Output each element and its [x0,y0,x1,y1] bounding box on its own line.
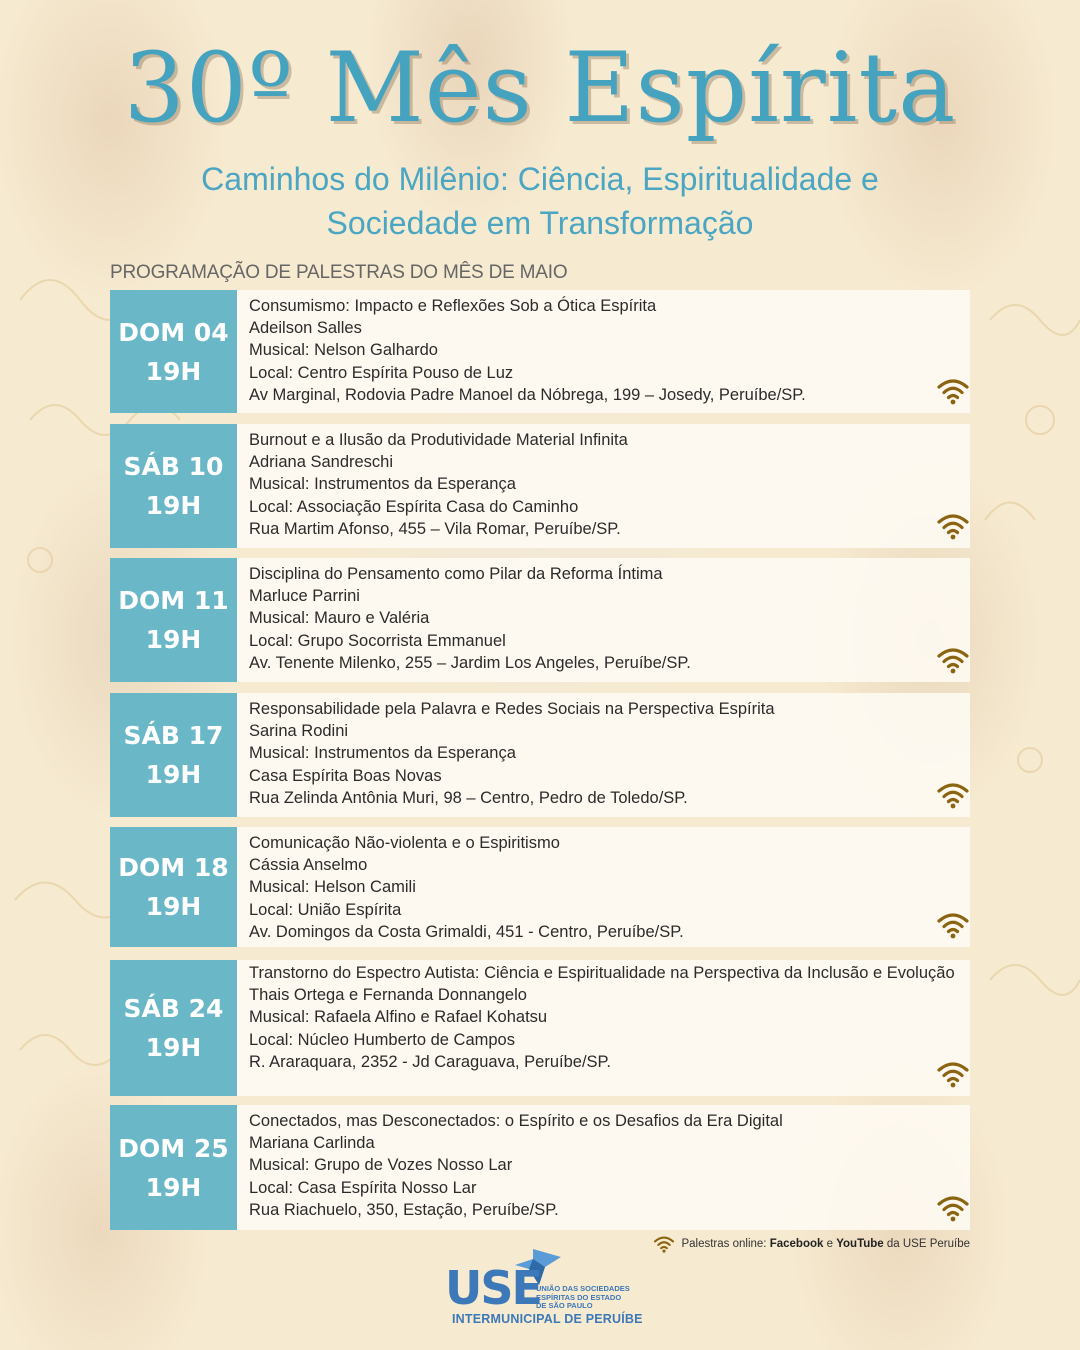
event-details [237,558,970,682]
subtitle-line-1: Caminhos do Milênio: Ciência, Espiritualidade e [201,161,879,197]
event-musical: Musical: Helson Camili [249,878,416,897]
event-day: DOM 25 [118,1133,229,1163]
event-card [110,960,970,1096]
event-date-box [110,1105,237,1230]
event-details [237,424,970,548]
event-address: R. Araraquara, 2352 - Jd Caraguava, Peruíbe/SP. [249,1052,612,1071]
event-venue: Local: Núcleo Humberto de Campos [249,1030,515,1049]
event-date-box [110,558,237,682]
event-card [110,558,970,682]
event-speaker: Adeilson Salles [249,319,362,338]
page-title: 30º Mês Espírita [123,32,957,144]
event-venue: Local: Grupo Socorrista Emmanuel [249,631,506,650]
event-day: DOM 18 [118,853,229,882]
event-day: SÁB 17 [123,721,224,750]
event-musical: Musical: Mauro e Valéria [249,609,430,628]
event-date-box [110,290,237,413]
event-card [110,424,970,548]
event-day: SÁB 24 [123,994,224,1023]
event-venue: Local: União Espírita [249,900,402,919]
event-venue: Local: Associação Espírita Casa do Caminho [249,497,579,516]
event-time: 19H [145,491,202,520]
event-speaker: Thais Ortega e Fernanda Donnangelo [249,986,527,1005]
event-day: SÁB 10 [123,452,224,481]
wifi-icon [936,512,970,540]
event-date-box [110,960,237,1096]
event-speaker: Cássia Anselmo [249,856,368,875]
event-details [237,960,970,1096]
event-details [237,290,970,413]
note-prefix: Palestras online: [681,1238,767,1250]
event-time: 19H [145,892,202,921]
event-details [237,693,970,817]
event-details [237,827,970,947]
event-speaker: Sarina Rodini [249,722,349,741]
section-heading: PROGRAMAÇÃO DE PALESTRAS DO MÊS DE MAIO [110,262,568,283]
event-address: Rua Martim Afonso, 455 – Vila Romar, Peruíbe/SP. [249,519,621,538]
wifi-icon [936,646,970,674]
event-address: Av Marginal, Rodovia Padre Manoel da Nóbrega, 199 – Josedy, Peruíbe/SP. [249,385,806,404]
event-venue: Local: Casa Espírita Nosso Lar [249,1178,477,1197]
wifi-icon [653,1235,675,1253]
wifi-icon [936,911,970,939]
wifi-icon [936,377,970,405]
event-day: DOM 11 [118,586,229,615]
event-time: 19H [145,356,202,386]
event-musical: Musical: Nelson Galhardo [249,341,438,360]
note-and: e [826,1238,833,1250]
event-time: 19H [145,760,202,789]
event-musical: Musical: Instrumentos da Esperança [249,475,516,494]
event-speaker: Marluce Parrini [249,587,360,606]
event-theme: Conectados, mas Desconectados: o Espírito e os Desafios da Era Digital [249,1112,783,1130]
event-card [110,827,970,947]
event-date-box [110,424,237,548]
logo-unit: INTERMUNICIPAL DE PERUÍBE [452,1312,643,1326]
note-suffix: da USE Peruíbe [886,1238,970,1250]
event-card [110,290,970,413]
event-address: Rua Zelinda Antônia Muri, 98 – Centro, Pedro de Toledo/SP. [249,788,688,807]
event-time: 19H [145,625,202,654]
event-date-box [110,827,237,947]
event-theme: Consumismo: Impacto e Reflexões Sob a Ótica Espírita [249,297,657,315]
wifi-icon [936,1194,970,1222]
event-theme: Comunicação Não-violenta e o Espiritismo [249,834,560,852]
event-address: Av. Domingos da Costa Grimaldi, 451 - Centro, Peruíbe/SP. [249,922,684,941]
event-speaker: Adriana Sandreschi [249,453,394,472]
event-musical: Musical: Instrumentos da Esperança [249,744,516,763]
wifi-icon [936,781,970,809]
facebook-label: Facebook [769,1238,824,1250]
youtube-label: YouTube [836,1238,884,1250]
event-card [110,1105,970,1230]
event-details [237,1105,970,1230]
subtitle-line-2: Sociedade em Transformação [326,205,754,241]
logo-acronym: USE [445,1261,541,1315]
logo-org-name: UNIÃO DAS SOCIEDADES ESPÍRITAS DO ESTADO DE SÃO PAULO [536,1284,630,1310]
event-address: Rua Riachuelo, 350, Estação, Peruíbe/SP. [249,1200,559,1219]
event-speaker: Mariana Carlinda [249,1134,375,1153]
use-logo [445,1245,645,1335]
online-talks-note [653,1235,970,1253]
event-theme: Burnout e a Ilusão da Produtividade Material Infinita [249,431,628,449]
event-venue: Local: Centro Espírita Pouso de Luz [249,363,514,382]
event-theme: Disciplina do Pensamento como Pilar da Reforma Íntima [249,565,663,583]
event-card [110,693,970,817]
page-subtitle [120,157,960,245]
event-date-box [110,693,237,817]
event-theme: Transtorno do Espectro Autista: Ciência e Espiritualidade na Perspectiva da Inclusão e Evolução [249,964,955,982]
event-venue: Casa Espírita Boas Novas [249,766,442,785]
event-time: 19H [145,1033,202,1062]
event-day: DOM 04 [118,317,229,347]
wifi-icon [936,1060,970,1088]
event-musical: Musical: Rafaela Alfino e Rafael Kohatsu [249,1008,548,1027]
event-musical: Musical: Grupo de Vozes Nosso Lar [249,1156,513,1175]
event-theme: Responsabilidade pela Palavra e Redes Sociais na Perspectiva Espírita [249,700,775,718]
event-time: 19H [145,1172,202,1202]
event-address: Av. Tenente Milenko, 255 – Jardim Los Angeles, Peruíbe/SP. [249,653,691,672]
